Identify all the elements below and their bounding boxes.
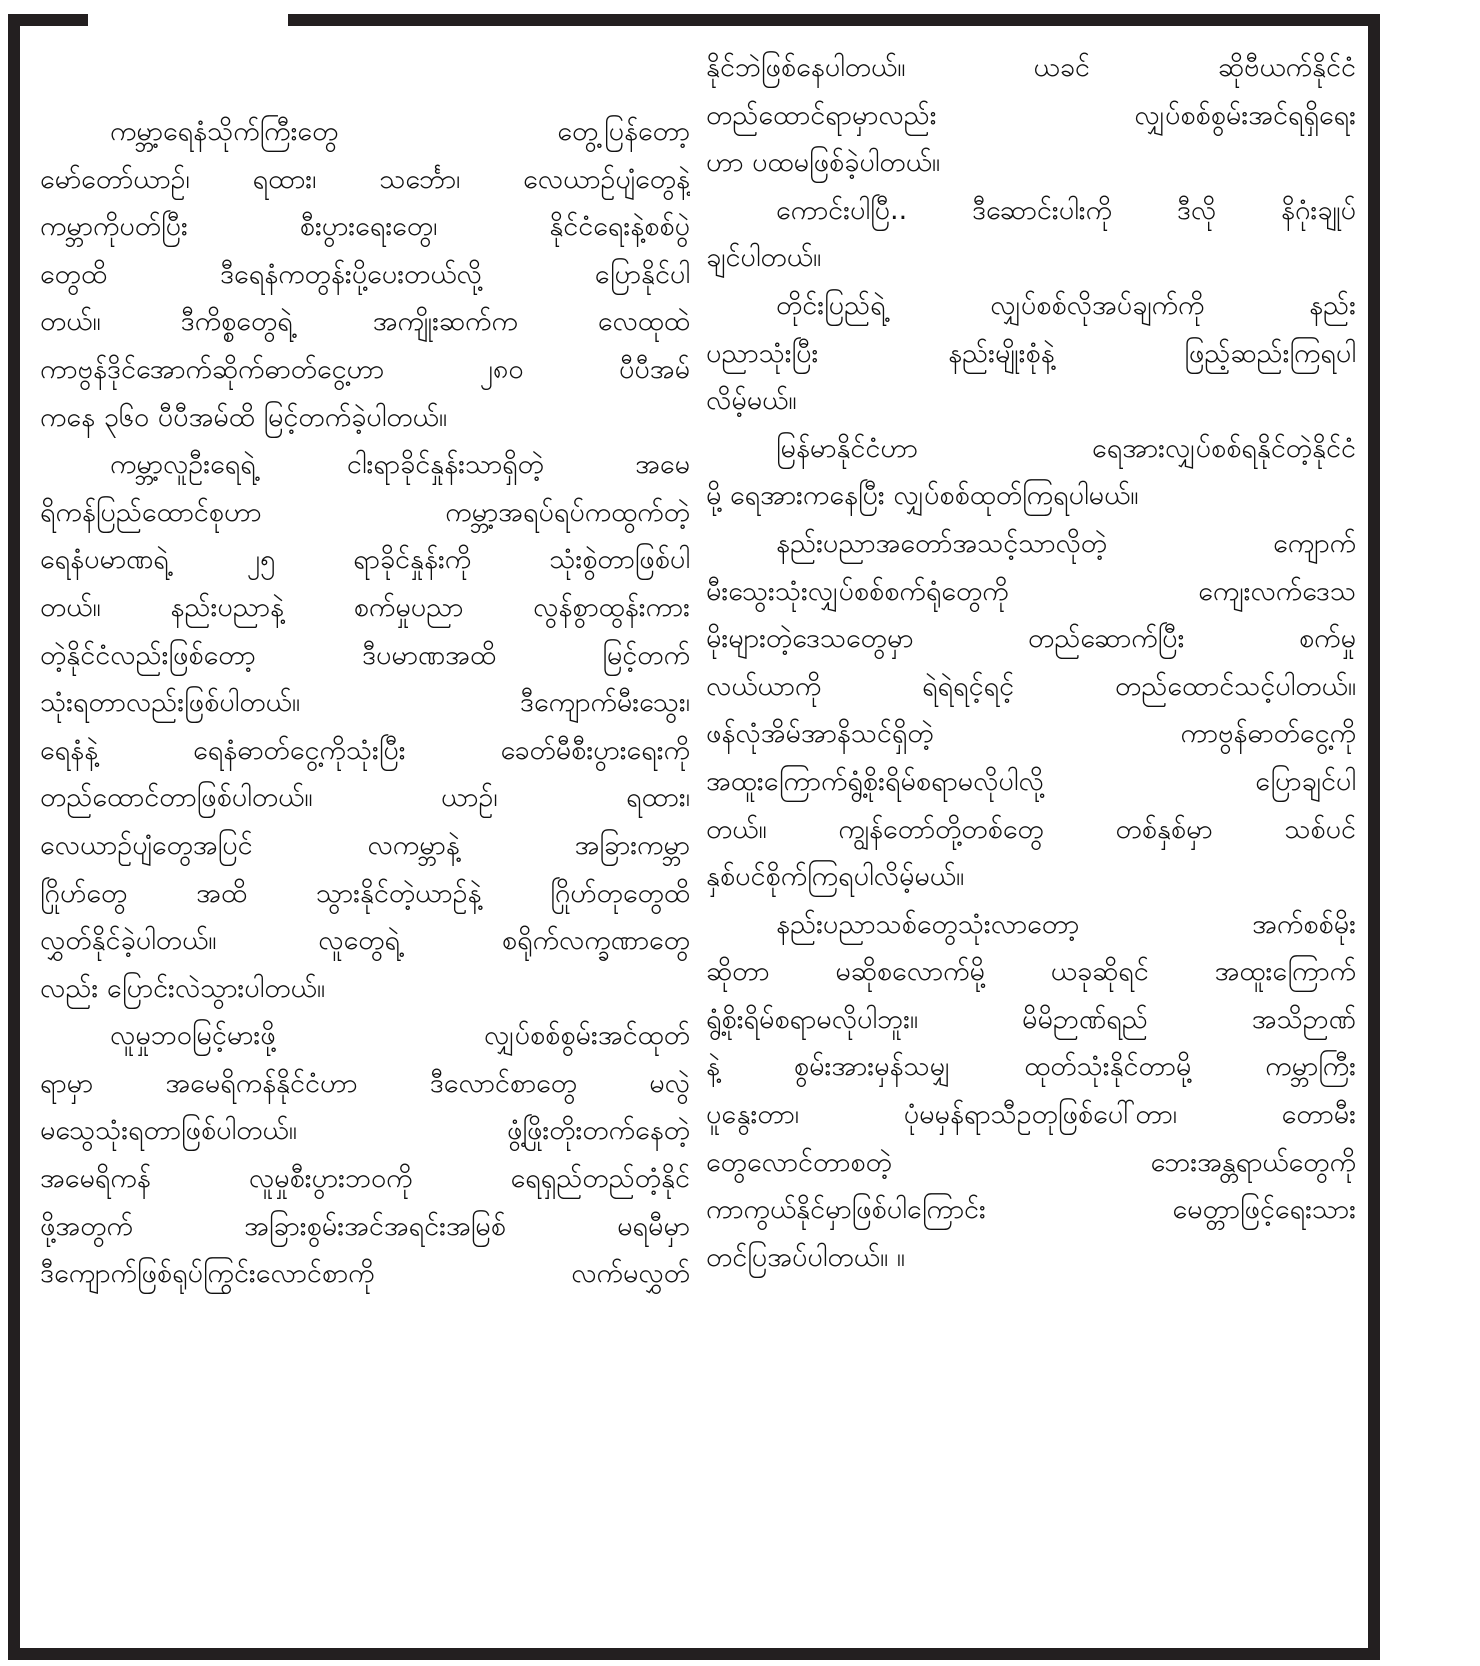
text-line: မသွေသုံးရတာဖြစ်ပါတယ်။ ဖွံ့ဖြိုးတိုးတက်နေတဲ့ [40, 1115, 690, 1147]
text-line: ရေနံပမာဏရဲ့ ၂၅ ရာခိုင်နှုန်းကို သုံးစွဲတာဖြစ်ပါ [40, 544, 690, 576]
text-line: ကမ္ဘာ့ရေနံသိုက်ကြီးတွေ တွေ့ပြန်တော့ [110, 116, 690, 147]
text-line: မို့ ရေအားကနေပြီး လျှပ်စစ်ထုတ်ကြရပါမယ်။ [706, 480, 1139, 512]
text-line: လေယာဉ်ပျံတွေအပြင် လကမ္ဘာနဲ့ အခြားကမ္ဘာ [40, 829, 690, 861]
text-line: ကနေ ၃၆၀ ပီပီအမ်ထိ မြင့်တက်ခဲ့ပါတယ်။ [40, 401, 448, 433]
frame-border-top-left [8, 14, 88, 26]
text-line: တိုင်းပြည်ရဲ့ လျှပ်စစ်လိုအပ်ချက်ကို နည်း [776, 289, 1356, 321]
text-line: လွှတ်နိုင်ခဲ့ပါတယ်။ လူတွေရဲ့ စရိုက်လက္ခဏာတွေ [40, 925, 690, 957]
text-line: တယ်။ နည်းပညာနဲ့ စက်မှုပညာ လွန်စွာထွန်းကား [40, 591, 690, 623]
text-line: မော်တော်ယာဉ်၊ ရထား၊ သင်္ဘော၊ လေယာဉ်ပျံတွေနဲ့ [40, 163, 690, 195]
text-line: တယ်။ ကျွန်တော်တို့တစ်တွေ တစ်နှစ်မှာ သစ်ပင် [706, 813, 1356, 845]
text-line: အထူးကြောက်ရွံ့စိုးရိမ်စရာမလိုပါလို့ ပြောချင်ပါ [706, 765, 1356, 797]
article-column-right [706, 44, 1356, 1281]
text-line: အမေရိကန် လူမှုစီးပွားဘဝကို ရေရှည်တည်တံ့နိုင် [40, 1163, 690, 1195]
text-line: လူမှုဘဝမြင့်မားဖို့ လျှပ်စစ်စွမ်းအင်ထုတ် [110, 1020, 690, 1052]
text-line: တည်ထောင်ရာမှာလည်း လျှပ်စစ်စွမ်းအင်ရရှိရေး [706, 99, 1356, 131]
text-line: မိုးများတဲ့ဒေသတွေမှာ တည်ဆောက်ပြီး စက်မှု [706, 623, 1356, 655]
text-line: နည်းပညာသစ်တွေသုံးလာတော့ အက်စစ်မိုး [776, 908, 1356, 940]
text-line: တဲ့နိုင်ငံလည်းဖြစ်တော့ ဒီပမာဏအထိ မြင့်တက် [40, 639, 690, 671]
text-line: ဒီကျောက်ဖြစ်ရုပ်ကြွင်းလောင်စာကို လက်မလွှတ် [40, 1258, 690, 1290]
text-line: တယ်။ ဒီကိစ္စတွေရဲ့ အကျိုးဆက်က လေထုထဲ [40, 306, 690, 338]
text-line: ကာကွယ်နိုင်မှာဖြစ်ပါကြောင်း မေတ္တာဖြင့်ရေးသား [706, 1194, 1356, 1226]
article-column-left [40, 108, 690, 1298]
text-line: ဆိုတာ မဆိုစလောက်မို့ ယခုဆိုရင် အထူးကြောက် [706, 956, 1356, 988]
text-line: ပူနွေးတာ၊ ပုံမမှန်ရာသီဥတုဖြစ်ပေါ်တာ၊ တောမီး [706, 1099, 1356, 1131]
text-line: ပညာသုံးပြီး နည်းမျိုးစုံနဲ့ ဖြည့်ဆည်းကြရပါ [706, 337, 1356, 369]
text-line: ချင်ပါတယ်။ [706, 242, 822, 274]
text-line: တင်ပြအပ်ပါတယ်။ ။ [706, 1241, 905, 1273]
text-line: ရိကန်ပြည်ထောင်စုဟာ ကမ္ဘာ့အရပ်ရပ်ကထွက်တဲ့ [40, 496, 690, 528]
text-line: လည်း ပြောင်းလဲသွားပါတယ်။ [40, 972, 326, 1004]
text-line: လယ်ယာကို ရဲရဲရင့်ရင့် တည်ထောင်သင့်ပါတယ်။ [706, 670, 1356, 702]
text-line: မြန်မာနိုင်ငံဟာ ရေအားလျှပ်စစ်ရနိုင်တဲ့နိုင်ငံ [776, 432, 1356, 464]
text-line: တွေထိ ဒီရေနံကတွန်းပို့ပေးတယ်လို့ ပြောနိုင်ပါ [40, 258, 690, 290]
text-line: နဲ့ စွမ်းအားမှန်သမျှ ထုတ်သုံးနိုင်တာမို့ ကမ္ဘာကြီး [706, 1051, 1356, 1083]
text-line: လိမ့်မယ်။ [706, 385, 797, 417]
text-line: ဖို့အတွက် အခြားစွမ်းအင်အရင်းအမြစ် မရမီမှာ [40, 1210, 690, 1242]
text-line: တွေလောင်တာစတဲ့ ဘေးအန္တရာယ်တွေကို [706, 1146, 1356, 1178]
text-line: ရွံ့စိုးရိမ်စရာမလိုပါဘူး။ မိမိဉာဏ်ရည် အသိဉာဏ် [706, 1003, 1356, 1035]
text-line: နိုင်ဘဲဖြစ်နေပါတယ်။ ယခင် ဆိုဗီယက်နိုင်ငံ [706, 52, 1356, 83]
frame-border-left [8, 14, 20, 1660]
text-line: ဖန်လုံအိမ်အာနိသင်ရှိတဲ့ ကာဗွန်ဓာတ်ငွေ့ကို [706, 718, 1356, 750]
text-line: ရာမှာ အမေရိကန်နိုင်ငံဟာ ဒီလောင်စာတွေ မလွဲ [40, 1067, 690, 1099]
text-line: သုံးရတာလည်းဖြစ်ပါတယ်။ ဒီကျောက်မီးသွေး၊ [40, 687, 690, 719]
frame-border-top-right [288, 14, 1380, 26]
text-line: ကမ္ဘာ့လူဦးရေရဲ့ ငါးရာခိုင်နှုန်းသာရှိတဲ့ အမေ [110, 449, 690, 481]
text-line: ရေနံနဲ့ ရေနံဓာတ်ငွေ့ကိုသုံးပြီး ခေတ်မီစီးပွားရေးကို [40, 734, 690, 766]
text-line: ကောင်းပါပြီ.. ဒီဆောင်းပါးကို ဒီလို နိဂုံးချုပ် [776, 194, 1356, 226]
frame-border-right [1368, 14, 1380, 1660]
frame-border-bottom [8, 1648, 1380, 1660]
text-line: ကာဗွန်ဒိုင်အောက်ဆိုက်ဓာတ်ငွေ့ဟာ ၂၈၀ ပီပီအမ် [40, 353, 690, 385]
text-line: မီးသွေးသုံးလျှပ်စစ်စက်ရုံတွေကို ကျေးလက်ဒေသ [706, 575, 1356, 607]
text-line: တည်ထောင်တာဖြစ်ပါတယ်။ ယာဉ်၊ ရထား၊ [40, 782, 690, 814]
text-line: နှစ်ပင်စိုက်ကြရပါလိမ့်မယ်။ [706, 861, 965, 893]
text-line: ဂြိုဟ်တွေ အထိ သွားနိုင်တဲ့ယာဉ်နဲ့ ဂြိုဟ်တုတွေထိ [40, 877, 690, 909]
text-line: နည်းပညာအတော်အသင့်သာလိုတဲ့ ကျောက် [776, 527, 1356, 559]
text-line: ဟာ ပထမဖြစ်ခဲ့ပါတယ်။ [706, 147, 941, 179]
text-line: ကမ္ဘာကိုပတ်ပြီး စီးပွားရေးတွေ၊ နိုင်ငံရေးနဲ့စစ်ပွဲ [40, 211, 690, 243]
